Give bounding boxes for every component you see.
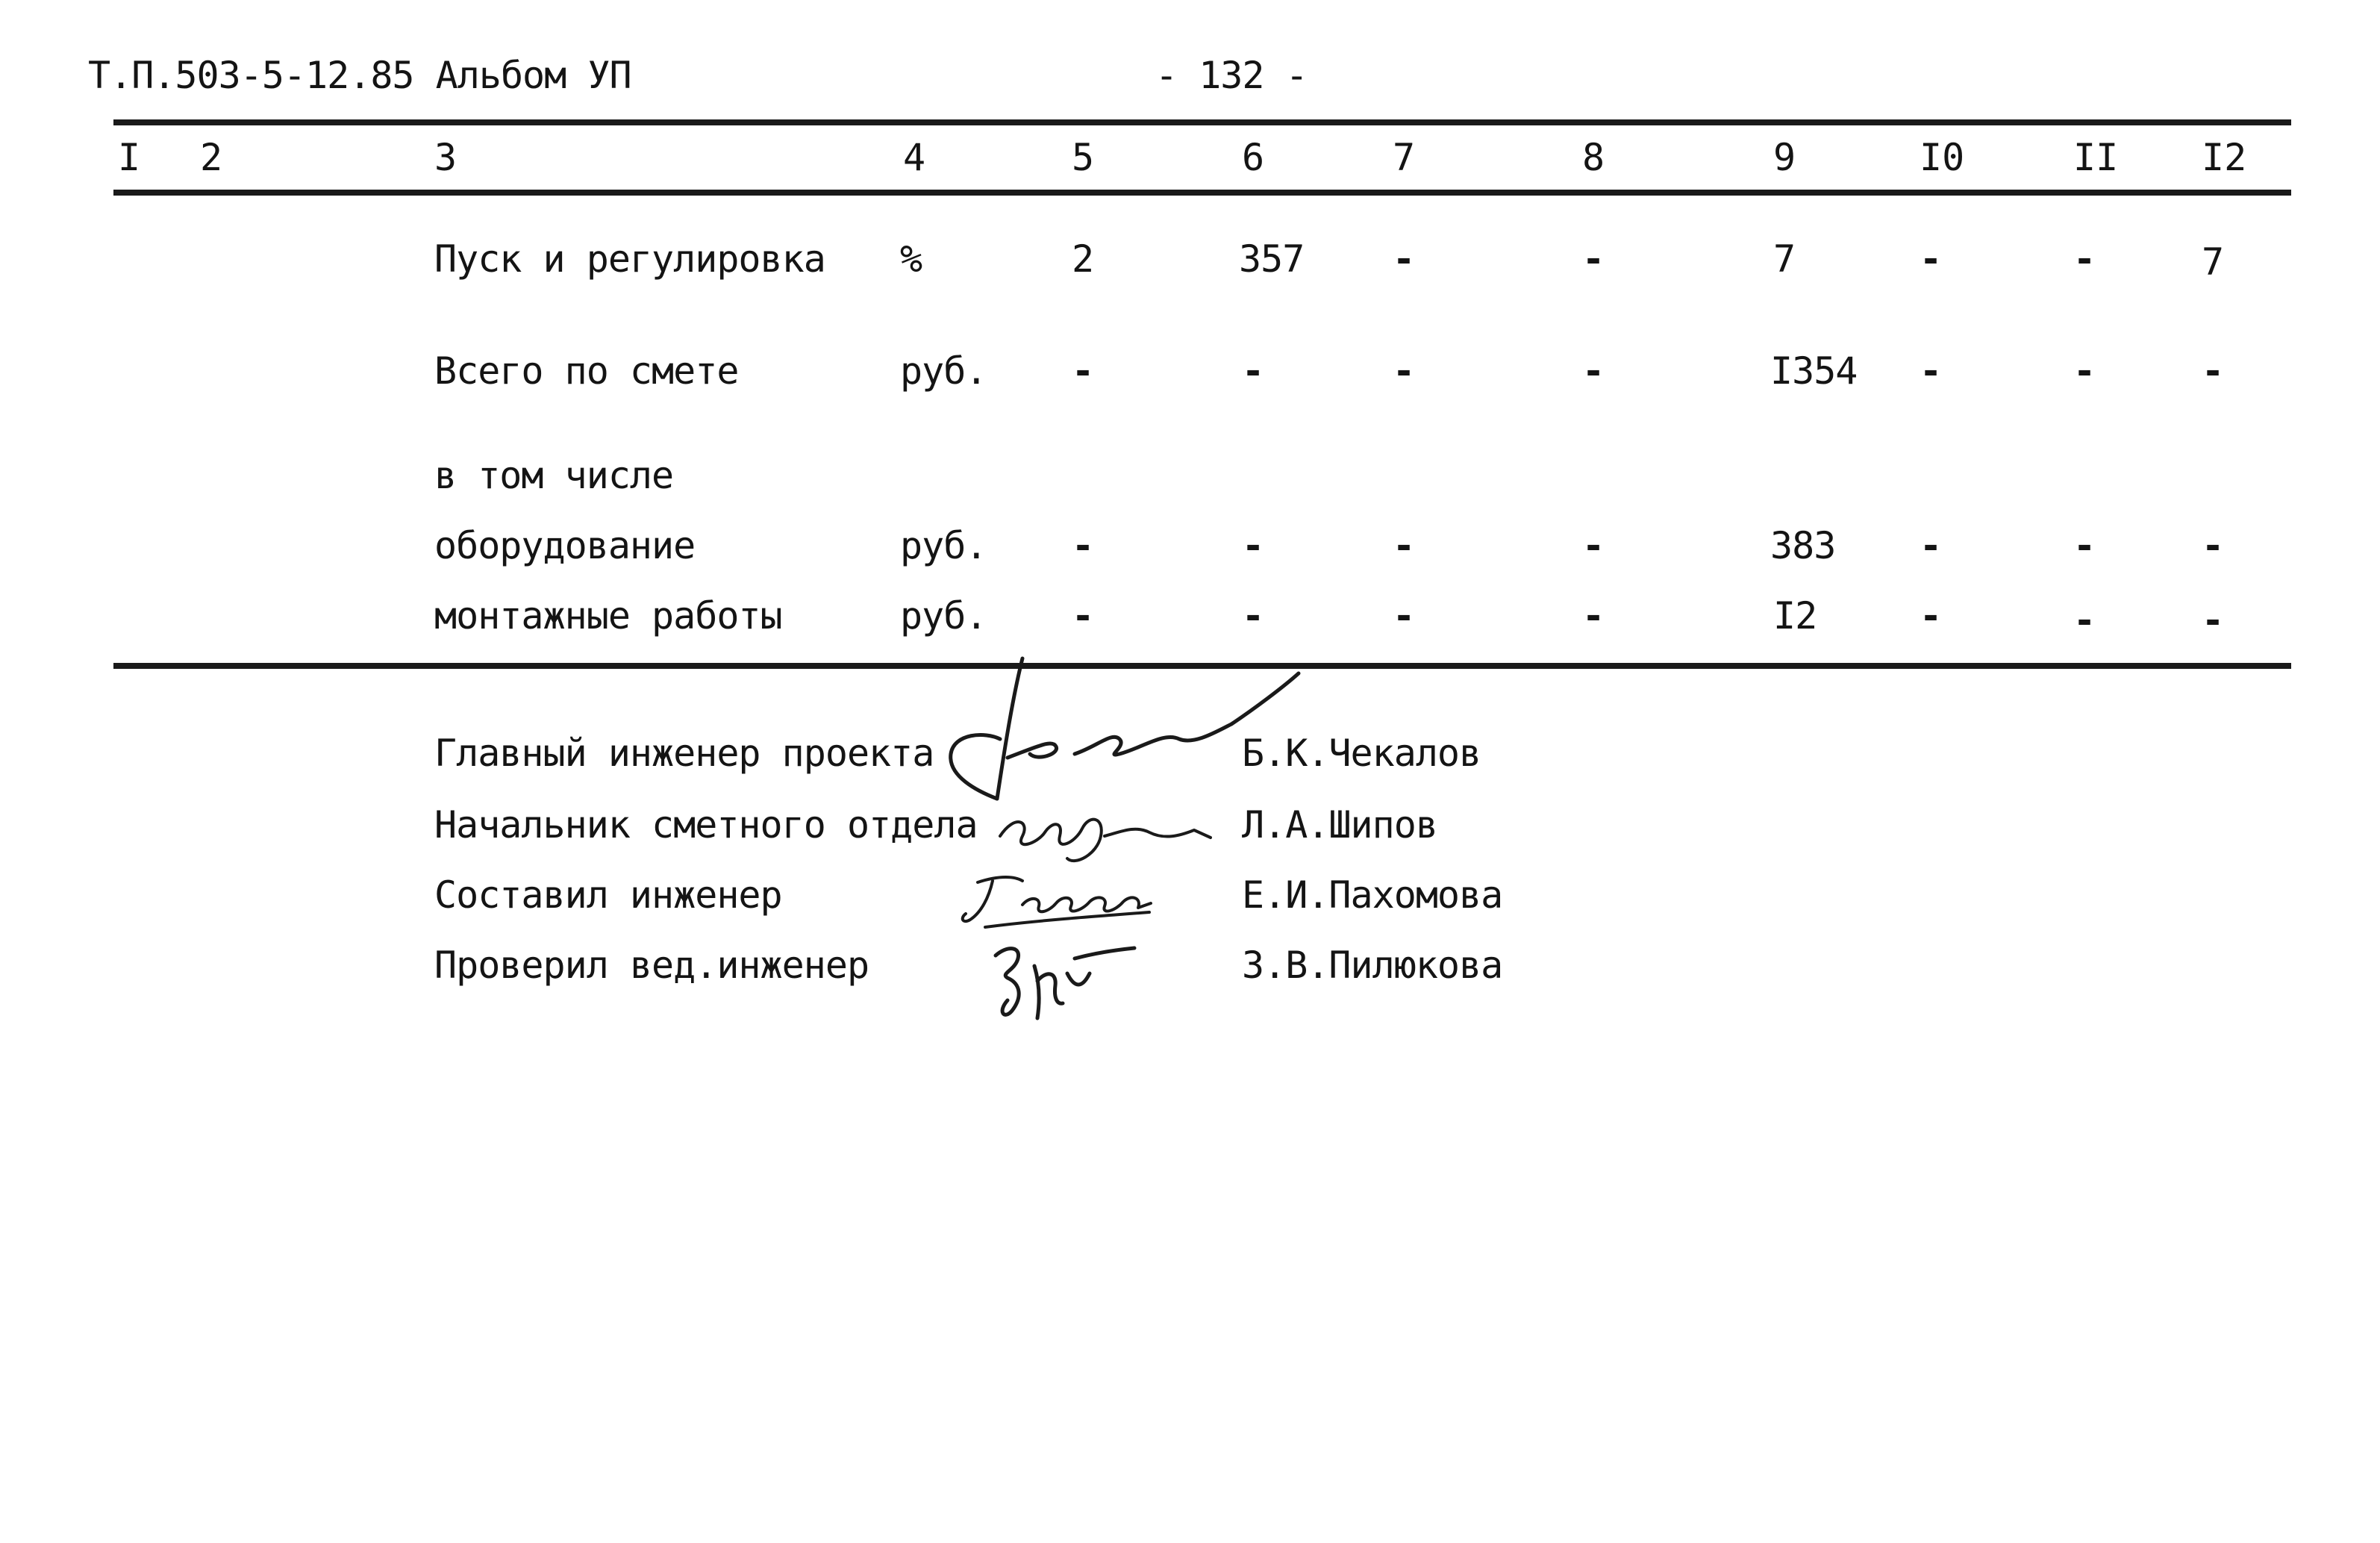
row-name: Всего по смете [434,349,739,393]
col-header-12: I2 [2202,136,2247,179]
signer-name: Б.К.Чекалов [1242,732,1481,775]
cell-col10: - [1920,524,1943,567]
cell-col9: 7 [1773,237,1796,281]
signer-name: Л.А.Шипов [1242,803,1437,847]
document-reference: Т.П.503-5-12.85 Альбом УП [88,54,631,97]
cell-col6: - [1242,349,1265,393]
row-name: монтажные работы [434,594,782,638]
cell-col10: - [1920,594,1943,638]
col-header-2: 2 [200,136,223,179]
col-header-4: 4 [903,136,926,179]
cell-col7: - [1393,237,1416,281]
signer-role: Составил инженер [434,873,782,917]
col-header-3: 3 [434,136,457,179]
cell-col11: - [2073,237,2096,281]
signature-compiler [955,867,1179,935]
cell-col7: - [1393,524,1416,567]
signature-estimate-head [993,791,1216,873]
cell-col12: - [2202,524,2225,567]
col-header-8: 8 [1582,136,1605,179]
cell-col6: - [1242,594,1265,638]
signer-name: З.В.Пилюкова [1242,944,1503,987]
col-header-1: I [118,136,141,179]
cell-col5: - [1072,349,1095,393]
row-subheading: в том числе [434,454,674,497]
cell-col11: - [2073,524,2096,567]
col-header-9: 9 [1773,136,1796,179]
signer-role: Главный инженер проекта [434,732,934,775]
col-header-10: I0 [1920,136,1965,179]
cell-col12: - [2202,349,2225,393]
cell-col6: - [1242,524,1265,567]
signer-role: Проверил вед.инженер [434,944,869,987]
row-name: Пуск и регулировка [434,237,825,281]
cell-col8: - [1582,237,1605,281]
cell-col6: 357 [1239,237,1305,281]
cell-col5: - [1072,594,1095,638]
cell-col9: 383 [1770,524,1836,567]
cell-col10: - [1920,349,1943,393]
row-unit: % [900,237,922,281]
cell-col5: - [1072,524,1095,567]
page-number: - 132 - [1155,54,1308,97]
cell-col8: - [1582,349,1605,393]
cell-col5: 2 [1072,237,1094,281]
cell-col7: - [1393,594,1416,638]
cell-col12: 7 [2202,240,2224,284]
row-unit: руб. [900,349,987,393]
cell-col12: - [2202,599,2225,642]
col-header-5: 5 [1072,136,1095,179]
row-name: оборудование [434,524,696,567]
col-header-6: 6 [1242,136,1265,179]
signature-checker [985,929,1164,1026]
header-bottom-rule [113,190,2291,196]
cell-col8: - [1582,524,1605,567]
cell-col10: - [1920,237,1943,281]
signer-name: Е.И.Пахомова [1242,873,1503,917]
cell-col8: - [1582,594,1605,638]
row-unit: руб. [900,594,987,638]
cell-col7: - [1393,349,1416,393]
cell-col9: I2 [1773,594,1817,638]
col-header-7: 7 [1393,136,1416,179]
row-unit: руб. [900,524,987,567]
cell-col11: - [2073,599,2096,642]
cell-col9: I354 [1770,349,1858,393]
col-header-11: II [2073,136,2119,179]
top-double-rule [113,119,2291,125]
signer-role: Начальник сметного отдела [434,803,978,847]
cell-col11: - [2073,349,2096,393]
